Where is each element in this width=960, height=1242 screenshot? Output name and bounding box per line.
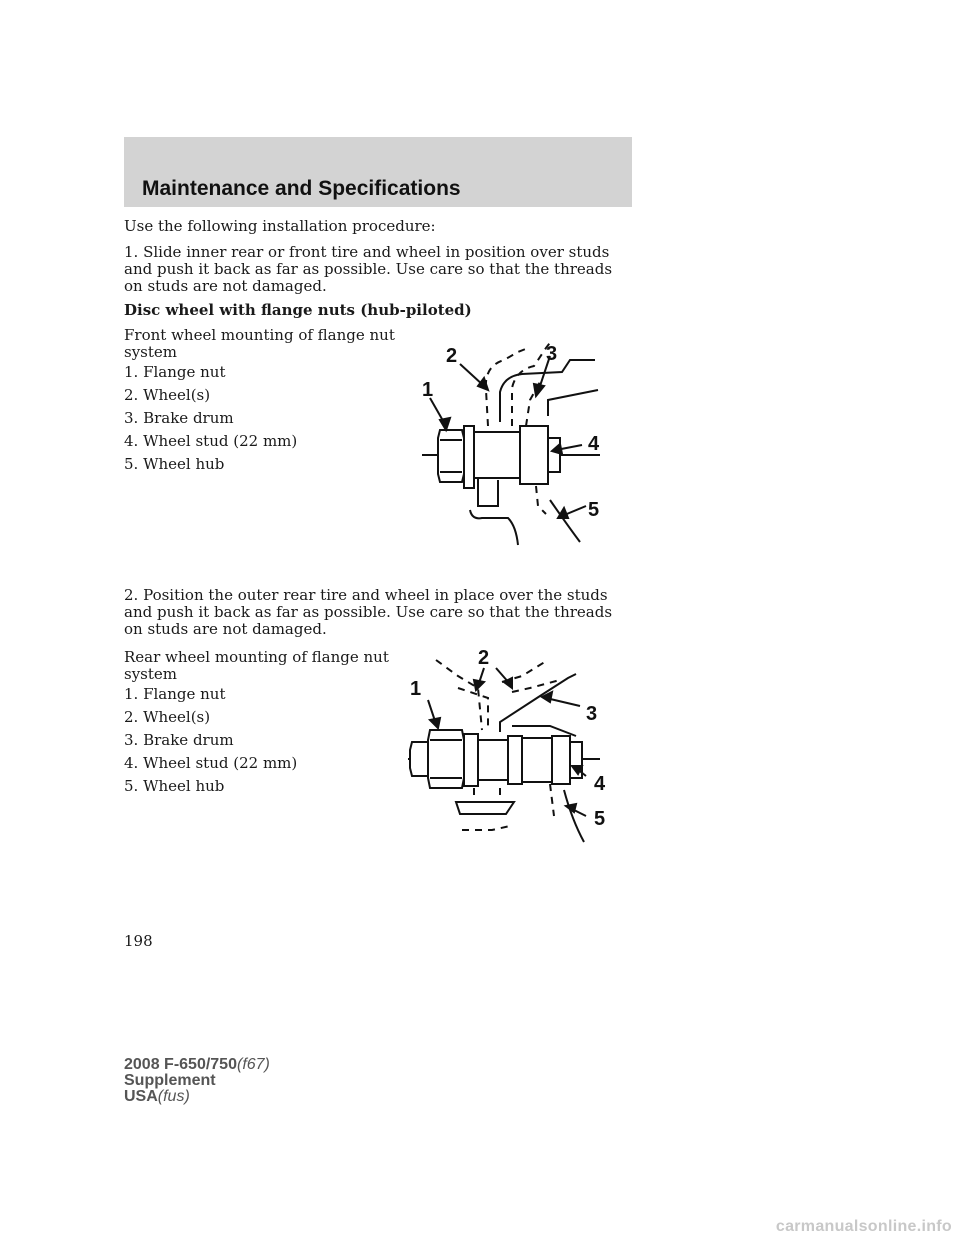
front-list-item: 1. Flange nut	[124, 363, 226, 381]
rear-list-item: 3. Brake drum	[124, 731, 234, 749]
rear-list-item: 4. Wheel stud (22 mm)	[124, 754, 298, 772]
intro-text: Use the following installation procedure:	[124, 217, 436, 235]
rear-list-item: 2. Wheel(s)	[124, 708, 211, 726]
section-header-band	[124, 137, 632, 207]
front-list-item: 2. Wheel(s)	[124, 386, 211, 404]
rear-list-item: 5. Wheel hub	[124, 777, 225, 795]
callout-4: 4	[594, 773, 606, 795]
callout-5: 5	[588, 499, 600, 521]
rear-caption-line-2: system	[124, 665, 177, 683]
front-caption-line-1: Front wheel mounting of flange nut	[124, 326, 395, 344]
front-caption-line-2: system	[124, 343, 177, 361]
footer-model-code: (f67)	[236, 1056, 270, 1073]
step-1-text: 1. Slide inner rear or front tire and wheel in position over studs and push it back as far as possible. Use care so that the threads on studs are not damaged.	[124, 243, 613, 295]
callout-3: 3	[546, 343, 558, 365]
callout-2: 2	[446, 345, 458, 367]
footer-supplement: Supplement	[124, 1072, 216, 1089]
watermark: carmanualsonline.info	[775, 1218, 952, 1235]
callout-4: 4	[588, 433, 600, 455]
document-footer	[124, 1057, 270, 1105]
callout-1: 1	[410, 678, 422, 700]
callout-5: 5	[594, 808, 606, 830]
front-list-item: 4. Wheel stud (22 mm)	[124, 432, 298, 450]
callout-1: 1	[422, 379, 434, 401]
subheading: Disc wheel with flange nuts (hub-piloted)	[124, 301, 472, 319]
step-2-text: 2. Position the outer rear tire and wheel in place over the studs and push it back as far as possible. Use care so that the threads on studs are not damaged.	[124, 586, 613, 638]
footer-region: USA	[124, 1088, 158, 1105]
front-list-item: 3. Brake drum	[124, 409, 234, 427]
footer-region-code: (fus)	[157, 1088, 190, 1105]
callout-2: 2	[478, 647, 490, 669]
section-title: Maintenance and Specifications	[142, 177, 461, 200]
front-list-item: 5. Wheel hub	[124, 455, 225, 473]
callout-3: 3	[586, 703, 598, 725]
rear-caption-line-1: Rear wheel mounting of flange nut	[124, 648, 389, 666]
footer-model: 2008 F-650/750	[124, 1056, 237, 1073]
front-wheel-mounting-diagram	[400, 330, 625, 555]
page-number: 198	[124, 932, 153, 950]
rear-list-item: 1. Flange nut	[124, 685, 226, 703]
rear-wheel-mounting-diagram	[400, 640, 625, 850]
